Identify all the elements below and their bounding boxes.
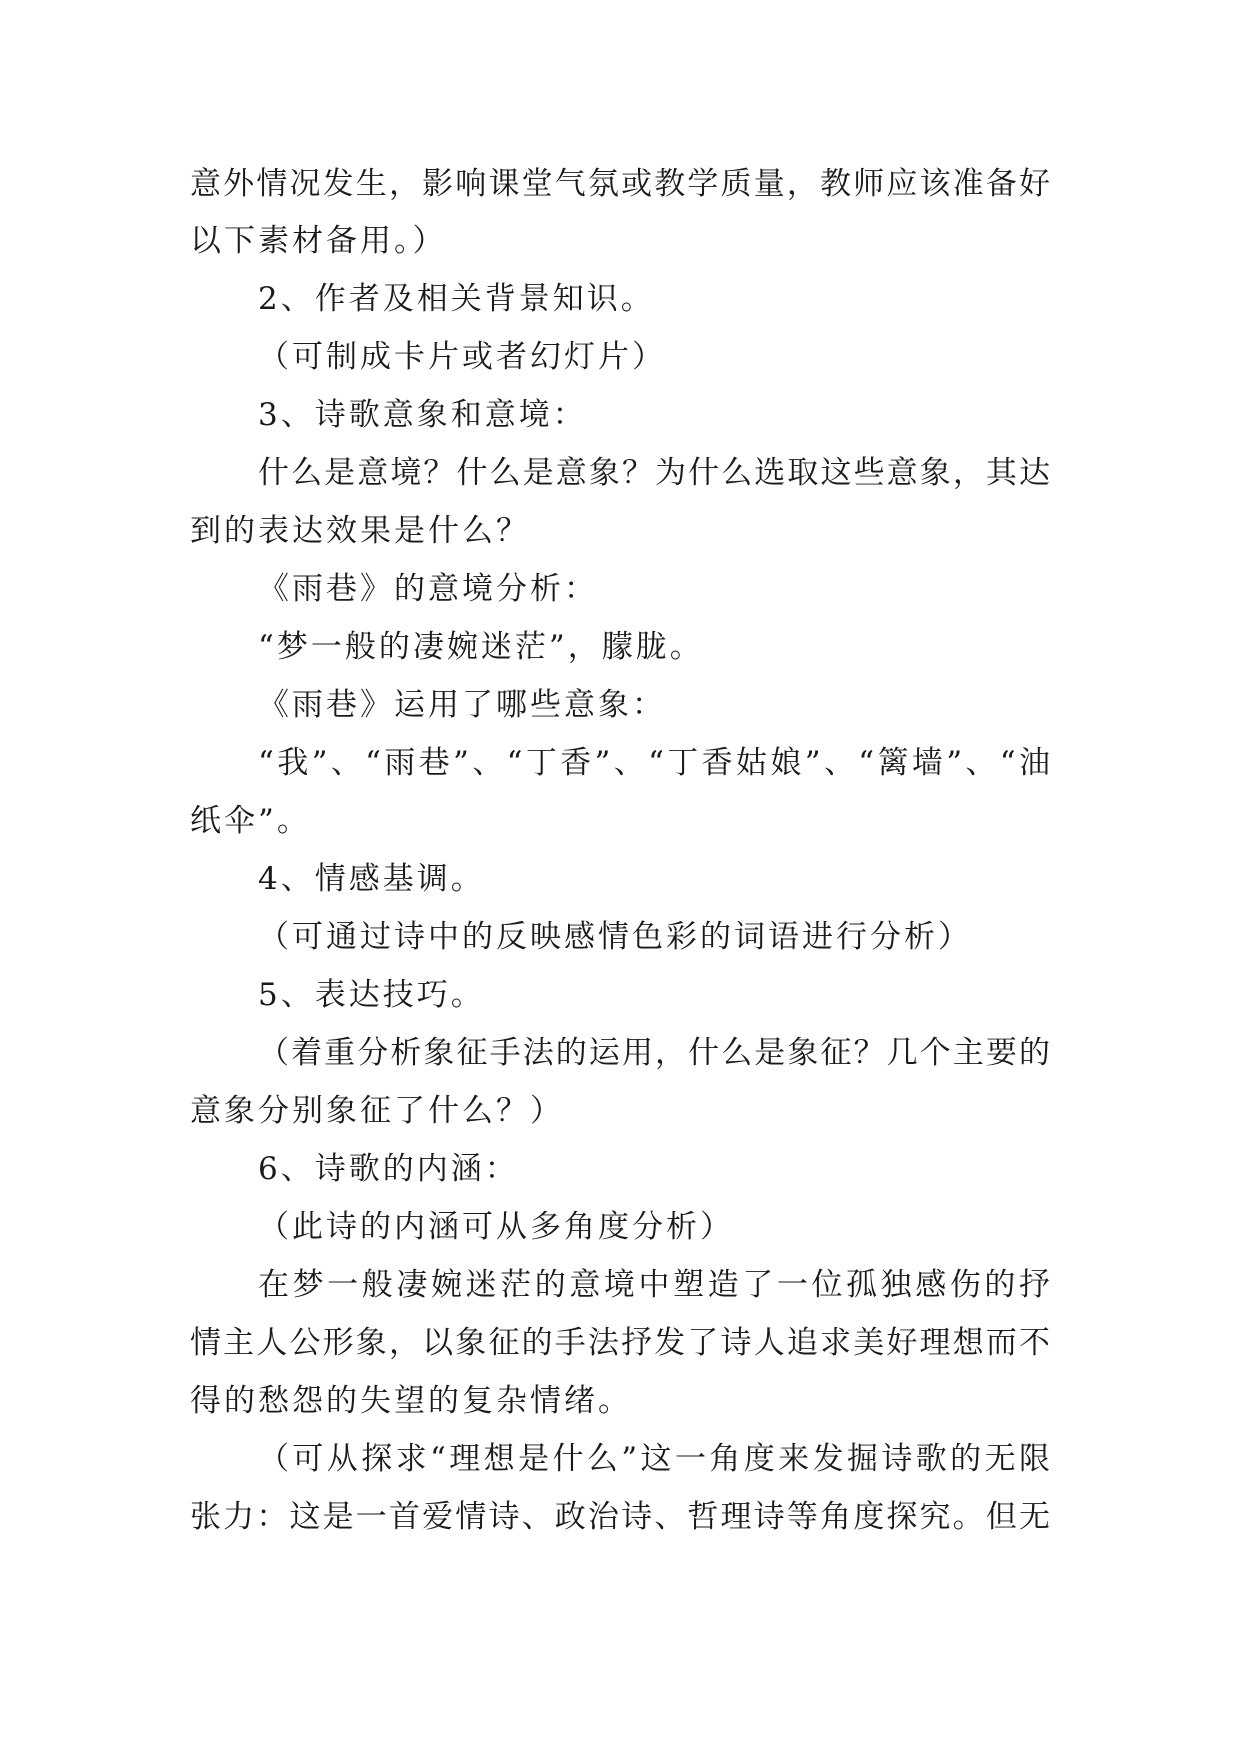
text-line: “梦一般的凄婉迷茫”，朦胧。 [258,629,704,665]
text-line: 2、作者及相关背景知识。 [258,281,655,317]
text-line: （可通过诗中的反映感情色彩的词语进行分析） [258,919,972,955]
text-line: （可从探求“理想是什么”这一角度来发掘诗歌的无限 [258,1441,1050,1477]
text-line: 5、表达技巧。 [258,977,485,1013]
text-line: （可制成卡片或者幻灯片） [258,339,666,375]
text-line: “我”、“雨巷”、“丁香”、“丁香姑娘”、“篱墙”、“油 [258,745,1050,781]
text-line: 3、诗歌意象和意境： [258,397,587,433]
text-line: 情主人公形象，以象征的手法抒发了诗人追求美好理想而不 [190,1325,1050,1361]
text-line: 什么是意境？什么是意象？为什么选取这些意象，其达 [258,455,1050,491]
text-line: 得的愁怨的失望的复杂情绪。 [190,1383,632,1419]
text-line: 以下素材备用。） [190,223,447,259]
text-line: 纸伞”。 [190,803,311,839]
text-line: （此诗的内涵可从多角度分析） [258,1209,734,1245]
text-line: 4、情感基调。 [258,861,485,897]
text-line: 张力：这是一首爱情诗、政治诗、哲理诗等角度探究。但无 [190,1499,1050,1535]
text-line: 6、诗歌的内涵： [258,1151,519,1187]
text-line: 在梦一般凄婉迷茫的意境中塑造了一位孤独感伤的抒 [258,1267,1050,1303]
text-line: 意象分别象征了什么？） [190,1093,564,1129]
text-line: 到的表达效果是什么？ [190,513,530,549]
text-line: 《雨巷》运用了哪些意象： [258,687,666,723]
text-line: 意外情况发生，影响课堂气氛或教学质量，教师应该准备好 [190,166,1050,202]
text-line: （着重分析象征手法的运用，什么是象征？几个主要的 [258,1035,1050,1071]
text-line: 《雨巷》的意境分析： [258,571,598,607]
